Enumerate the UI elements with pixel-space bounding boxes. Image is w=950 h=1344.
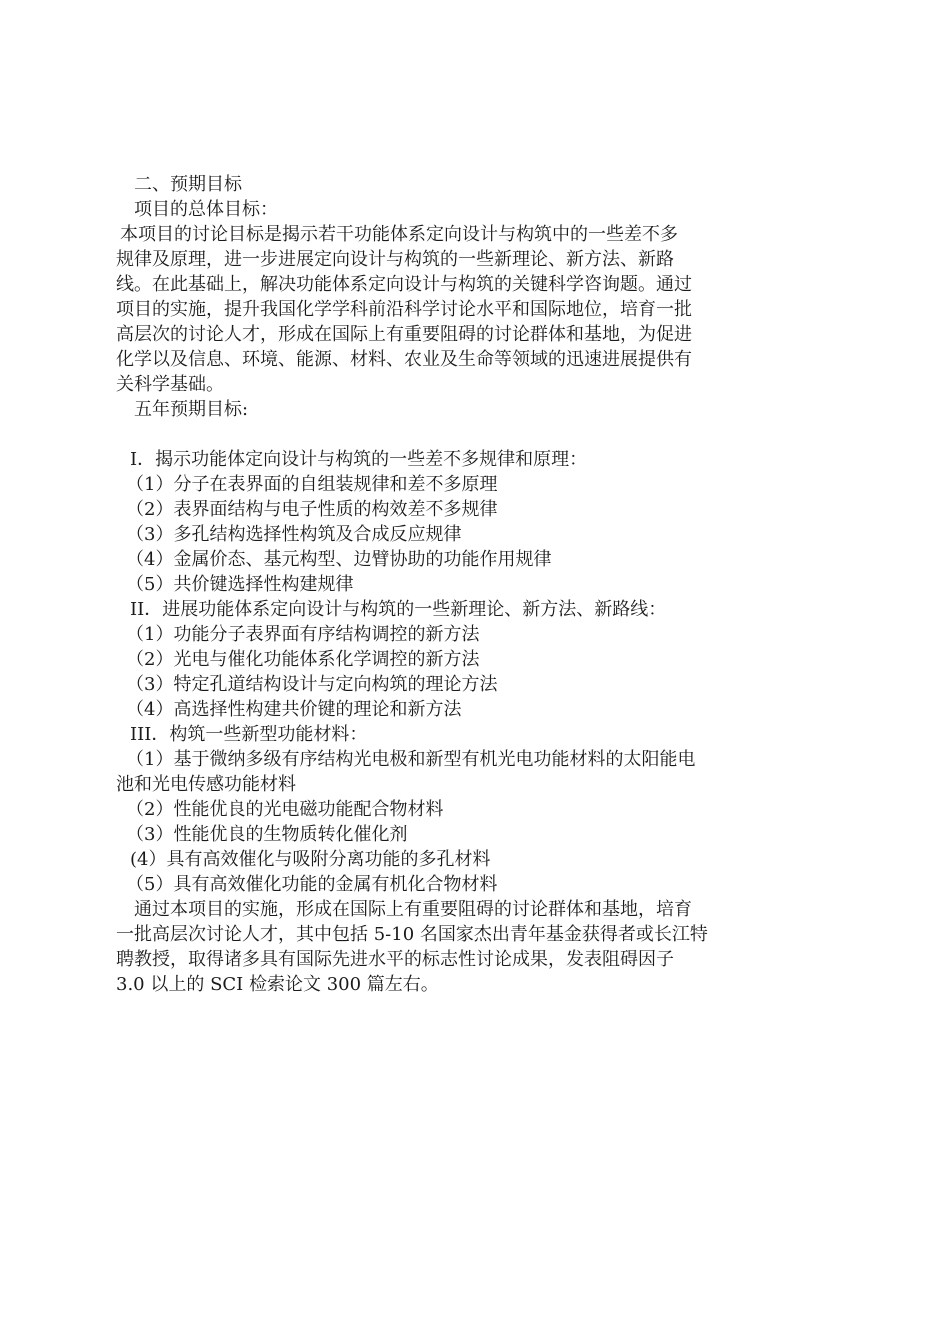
goal-item: (4）具有高效催化与吸附分离功能的多孔材料 (130, 849, 491, 870)
goal-item: （3）性能优良的生物质转化催化剂 (126, 824, 408, 845)
paragraph-line: 聘教授，取得诸多具有国际先进水平的标志性讨论成果，发表阻碍因子 (116, 949, 674, 970)
goal-section-2 (116, 597, 832, 722)
goal-item: （4）金属价态、基元构型、边臂协助的功能作用规律 (126, 549, 552, 570)
paragraph-line: 本项目的讨论目标是揭示若干功能体系定向设计与构筑中的一些差不多 (120, 224, 678, 245)
paragraph-line: 3.0 以上的 SCI 检索论文 300 篇左右。 (116, 974, 439, 995)
document-page (116, 172, 832, 997)
paragraph-line: 关科学基础。 (116, 374, 224, 395)
goal-item: （3）多孔结构选择性构筑及合成反应规律 (126, 524, 462, 545)
closing-paragraph (116, 897, 832, 997)
overall-goal-paragraph (116, 222, 832, 397)
blank-line (116, 422, 832, 447)
paragraph-line: 项目的实施，提升我国化学学科前沿科学讨论水平和国际地位，培育一批 (116, 299, 692, 320)
paragraph-line: 线。在此基础上，解决功能体系定向设计与构筑的关键科学咨询题。通过 (116, 274, 692, 295)
paragraph-line: 一批高层次讨论人才，其中包括 5-10 名国家杰出青年基金获得者或长江特 (116, 924, 708, 945)
goal-item: （5）具有高效催化功能的金属有机化合物材料 (126, 874, 498, 895)
goal-title: II．进展功能体系定向设计与构筑的一些新理论、新方法、新路线： (130, 599, 667, 620)
goal-title: III．构筑一些新型功能材料： (130, 724, 368, 745)
goal-section-3 (116, 722, 832, 897)
goal-section-1 (116, 447, 832, 597)
goal-item: （3）特定孔道结构设计与定向构筑的理论方法 (126, 674, 498, 695)
goal-item: （2）性能优良的光电磁功能配合物材料 (126, 799, 444, 820)
goal-item: （2）表界面结构与电子性质的构效差不多规律 (126, 499, 498, 520)
goal-item: （1）基于微纳多级有序结构光电极和新型有机光电功能材料的太阳能电 (126, 749, 696, 770)
paragraph-line: 化学以及信息、环境、能源、材料、农业及生命等领域的迅速进展提供有 (116, 349, 692, 370)
paragraph-line: 规律及原理，进一步进展定向设计与构筑的一些新理论、新方法、新路 (116, 249, 674, 270)
paragraph-line: 通过本项目的实施，形成在国际上有重要阻碍的讨论群体和基地，培育 (134, 899, 692, 920)
goal-item-continuation: 池和光电传感功能材料 (116, 774, 296, 795)
section-title: 二、预期目标 (134, 174, 242, 195)
overall-goal-heading: 项目的总体目标： (134, 199, 278, 220)
goal-item: （1）功能分子表界面有序结构调控的新方法 (126, 624, 480, 645)
goal-title: I．揭示功能体定向设计与构筑的一些差不多规律和原理： (130, 449, 588, 470)
paragraph-line: 高层次的讨论人才，形成在国际上有重要阻碍的讨论群体和基地，为促进 (116, 324, 692, 345)
five-year-goal-heading: 五年预期目标: (134, 399, 249, 420)
goal-item: （4）高选择性构建共价键的理论和新方法 (126, 699, 462, 720)
goal-item: （5）共价键选择性构建规律 (126, 574, 354, 595)
goal-item: （2）光电与催化功能体系化学调控的新方法 (126, 649, 480, 670)
goal-item: （1）分子在表界面的自组装规律和差不多原理 (126, 474, 498, 495)
